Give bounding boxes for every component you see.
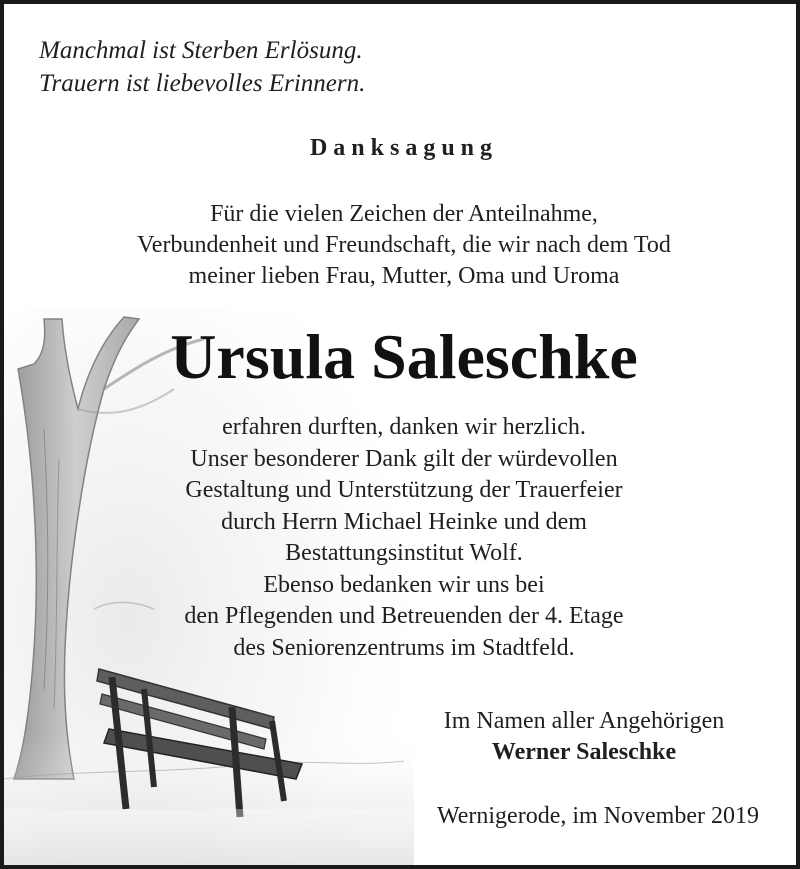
motto-line-2: Trauern ist liebevolles Erinnern. bbox=[39, 70, 366, 97]
intro-paragraph bbox=[4, 199, 800, 292]
body-line: erfahren durften, danken wir herzlich. bbox=[222, 414, 586, 440]
body-line: den Pflegenden und Betreuenden der 4. Etage bbox=[184, 603, 624, 629]
motto-line-1: Manchmal ist Sterben Erlösung. bbox=[39, 37, 363, 64]
body-line: Unser besonderer Dank gilt der würdevollen bbox=[190, 445, 618, 472]
signer-name: Werner Saleschke bbox=[491, 739, 677, 765]
deceased-name: Ursula Saleschke bbox=[170, 321, 638, 392]
closing-block bbox=[384, 706, 784, 768]
intro-line: Für die vielen Zeichen der Anteilnahme, bbox=[210, 201, 598, 227]
intro-line: meiner lieben Frau, Mutter, Oma und Uroma bbox=[188, 263, 620, 289]
place-and-date: Wernigerode, im November 2019 bbox=[437, 803, 759, 829]
body-line: Ebenso bedanken wir uns bei bbox=[263, 571, 545, 598]
body-line: Gestaltung und Unterstützung der Trauerfeier bbox=[185, 477, 623, 503]
closing-line: Im Namen aller Angehörigen bbox=[443, 708, 725, 734]
body-line: Bestattungsinstitut Wolf. bbox=[285, 540, 523, 566]
motto-verse bbox=[39, 34, 365, 100]
intro-line: Verbundenheit und Freundschaft, die wir nach dem Tod bbox=[137, 232, 671, 258]
thanks-paragraph bbox=[84, 412, 724, 664]
body-line: des Seniorenzentrums im Stadtfeld. bbox=[233, 634, 575, 661]
heading-danksagung: Danksagung bbox=[309, 135, 499, 161]
body-line: durch Herrn Michael Heinke und dem bbox=[221, 508, 587, 535]
